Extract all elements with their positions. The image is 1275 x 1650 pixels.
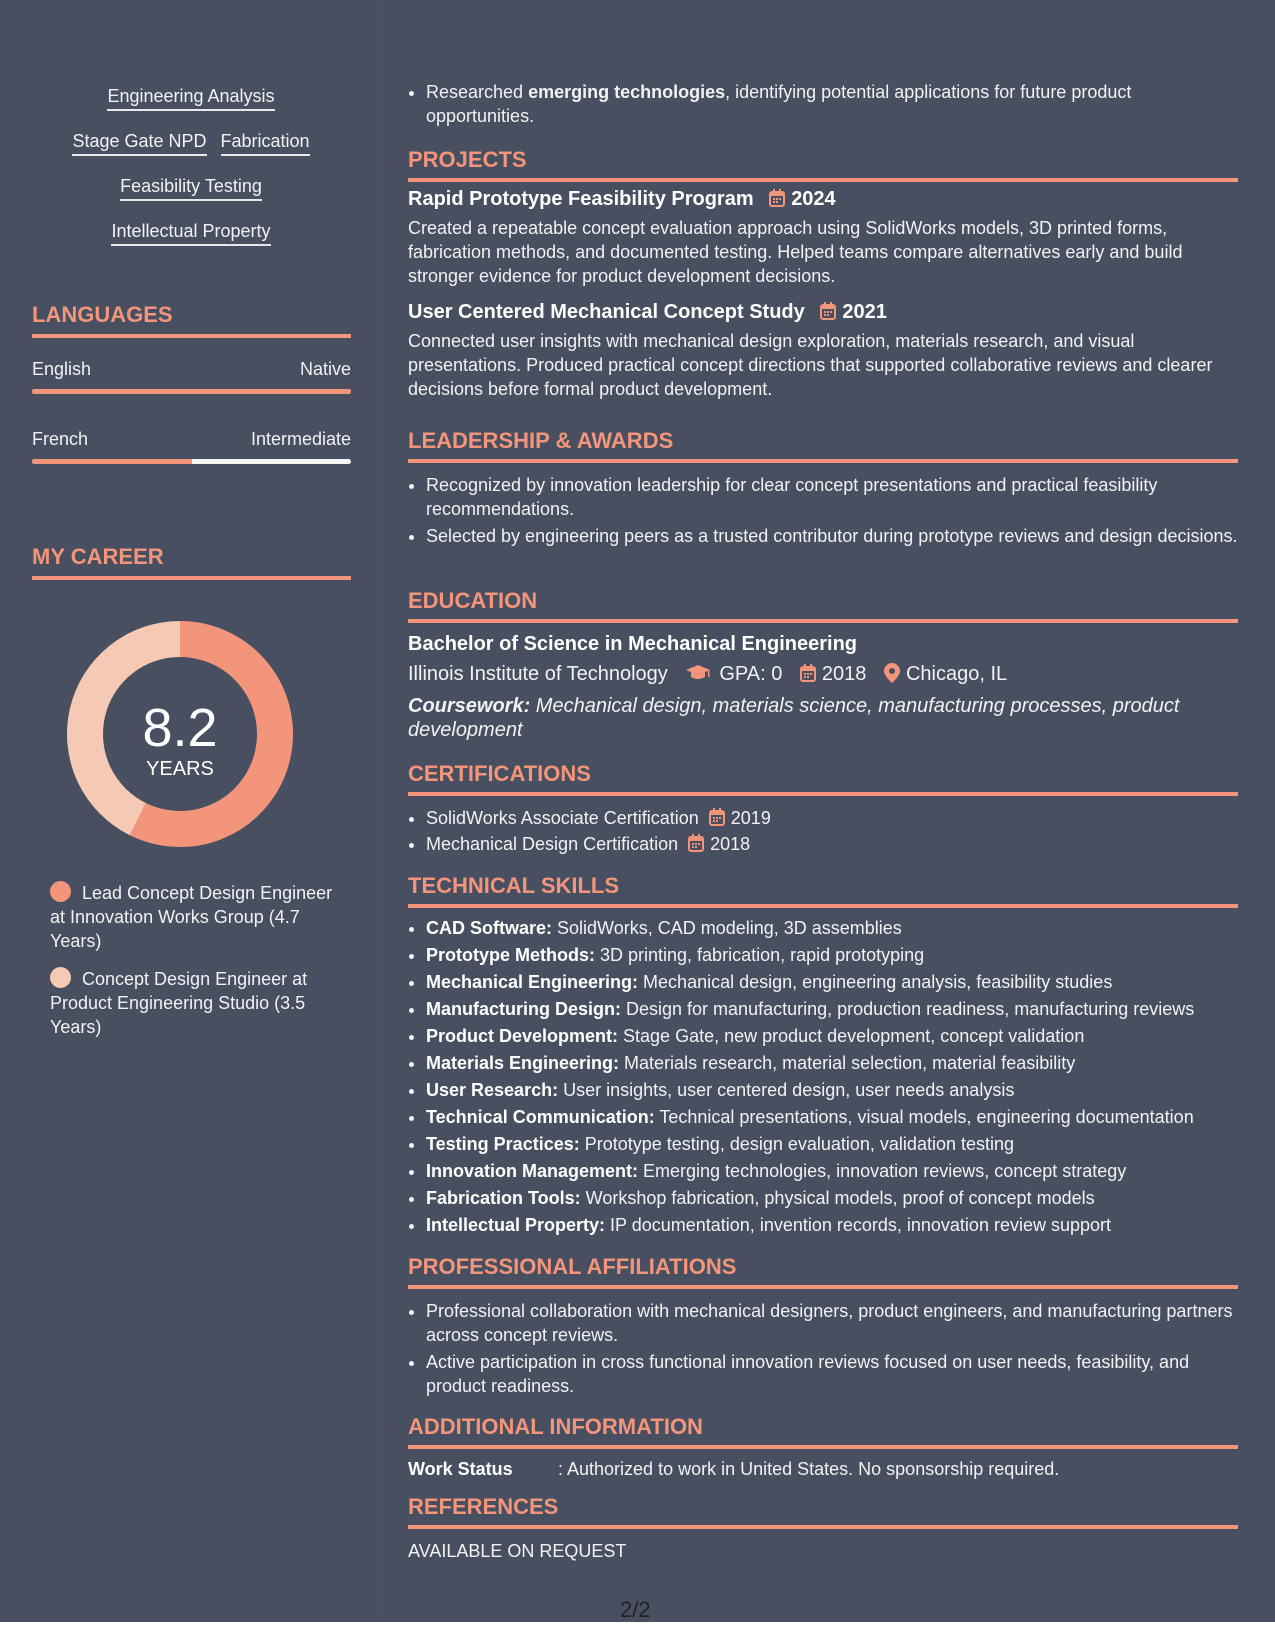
skills-heading: TECHNICAL SKILLS — [408, 873, 1238, 908]
calendar-icon — [800, 664, 816, 682]
career-legend-item — [50, 881, 340, 953]
leadership-heading: LEADERSHIP & AWARDS — [408, 428, 1238, 463]
calendar-icon — [709, 808, 725, 826]
calendar-icon — [769, 189, 785, 207]
skill-item: • Materials Engineering: Materials research, material selection, material feasibility — [426, 1051, 1238, 1075]
skills-section — [408, 873, 1238, 1240]
language-level: Intermediate — [250, 429, 351, 449]
work-status-label: Work Status — [408, 1459, 513, 1479]
projects-section — [408, 147, 1238, 401]
projects-heading: PROJECTS — [408, 147, 1238, 182]
skill-item: • Manufacturing Design: Design for manufacturing, production readiness, manufacturing reviews — [426, 997, 1238, 1021]
skill-tag: Stage Gate NPD — [72, 131, 206, 156]
career-legend-text: Concept Design Engineer at Product Engineering Studio (3.5 Years) — [50, 969, 308, 1037]
leadership-bullet: • Selected by engineering peers as a trusted contributor during prototype reviews and design decisions. — [426, 524, 1238, 548]
leadership-bullet: • Recognized by innovation leadership for clear concept presentations and practical feasibility recommendations. — [426, 473, 1238, 521]
project-description: Created a repeatable concept evaluation approach using SolidWorks models, 3D printed forms, fabrication methods, and documented testing. Helped teams compare alternatives early and build stronger evidence for product development decisions. — [408, 218, 1183, 286]
career-legend-item — [50, 967, 340, 1039]
skill-tag-row — [32, 221, 350, 246]
references-text: AVAILABLE ON REQUEST — [408, 1541, 627, 1561]
affiliations-section — [408, 1254, 1238, 1401]
career-donut-chart — [62, 616, 298, 852]
career-total-value: 8.2 — [142, 698, 218, 758]
career-heading: MY CAREER — [32, 544, 351, 580]
calendar-icon — [820, 302, 836, 320]
affiliation-bullet: • Active participation in cross functional innovation reviews focused on user needs, feasibility, and product readiness. — [426, 1350, 1238, 1398]
graduation-cap-icon — [685, 664, 711, 682]
legend-dot-icon — [50, 967, 71, 988]
skill-tag: Intellectual Property — [111, 221, 270, 246]
project-title-row — [408, 188, 1238, 211]
skill-item: • Product Development: Stage Gate, new product development, concept validation — [426, 1024, 1238, 1048]
location-pin-icon — [884, 663, 900, 683]
leadership-section — [408, 428, 1238, 551]
career-legend-text: Lead Concept Design Engineer at Innovation Works Group (4.7 Years) — [50, 883, 333, 951]
language-level: Native — [299, 359, 351, 379]
skill-tag-row — [32, 86, 350, 111]
references-section — [408, 1494, 1238, 1562]
coursework: Coursework: Mechanical design, materials science, manufacturing processes, product development — [408, 695, 1180, 741]
language-proficiency-fill — [32, 389, 351, 394]
career-total-unit: YEARS — [146, 758, 214, 780]
language-name: French — [32, 429, 89, 449]
skill-item: • User Research: User insights, user centered design, user needs analysis — [426, 1078, 1238, 1102]
skill-tag-row — [32, 131, 350, 156]
experience-bullet: • Researched emerging technologies, identifying potential applications for future product opportunities. — [426, 80, 1238, 128]
education-meta — [408, 663, 1238, 686]
skill-tag: Fabrication — [221, 131, 310, 156]
skill-item: • Innovation Management: Emerging technologies, innovation reviews, concept strategy — [426, 1159, 1238, 1183]
school-location: Chicago, IL — [884, 663, 1007, 685]
school-name: Illinois Institute of Technology — [408, 663, 668, 685]
project-date: 2021 — [820, 301, 887, 323]
language-proficiency-bar — [32, 389, 351, 394]
education-section — [408, 588, 1238, 742]
skill-item: • Prototype Methods: 3D printing, fabrication, rapid prototyping — [426, 943, 1238, 967]
additional-info-section — [408, 1414, 1238, 1480]
language-row — [32, 359, 351, 380]
skill-tag-row — [32, 176, 350, 201]
additional-info-heading: ADDITIONAL INFORMATION — [408, 1414, 1238, 1449]
calendar-icon — [688, 834, 704, 852]
skill-item: • CAD Software: SolidWorks, CAD modeling, 3D assemblies — [426, 916, 1238, 940]
degree-title: Bachelor of Science in Mechanical Engineering — [408, 633, 858, 655]
graduation-year: 2018 — [800, 663, 867, 685]
certification-item: • SolidWorks Associate Certification 2019 — [426, 806, 1238, 830]
skill-item: • Mechanical Engineering: Mechanical design, engineering analysis, feasibility studies — [426, 970, 1238, 994]
sidebar — [0, 0, 382, 1622]
languages-heading: LANGUAGES — [32, 302, 351, 338]
references-heading: REFERENCES — [408, 1494, 1238, 1529]
work-status-value: : Authorized to work in United States. No sponsorship required. — [558, 1459, 1060, 1479]
gpa: GPA: 0 — [685, 663, 782, 685]
skill-tag: Feasibility Testing — [120, 176, 262, 201]
project-description: Connected user insights with mechanical design exploration, materials research, and visual presentations. Produced practical concept directions that supported collaborative reviews and clearer decisions before formal product development. — [408, 331, 1213, 399]
work-status-row — [408, 1459, 1238, 1480]
certification-item: • Mechanical Design Certification 2018 — [426, 832, 1238, 856]
skill-item: • Technical Communication: Technical presentations, visual models, engineering documentation — [426, 1105, 1238, 1129]
page-number: 2/2 — [620, 1597, 651, 1622]
project-title: Rapid Prototype Feasibility Program — [408, 188, 754, 210]
certifications-heading: CERTIFICATIONS — [408, 761, 1238, 796]
experience-continued — [408, 80, 1238, 131]
language-row — [32, 429, 351, 450]
affiliations-heading: PROFESSIONAL AFFILIATIONS — [408, 1254, 1238, 1289]
language-proficiency-bar — [32, 459, 351, 464]
project-title: User Centered Mechanical Concept Study — [408, 301, 805, 323]
education-heading: EDUCATION — [408, 588, 1238, 623]
legend-dot-icon — [50, 881, 71, 902]
skill-item: • Intellectual Property: IP documentation, invention records, innovation review support — [426, 1213, 1238, 1237]
skill-tag: Engineering Analysis — [107, 86, 274, 111]
language-proficiency-fill — [32, 459, 192, 464]
language-name: English — [32, 359, 92, 379]
project-title-row — [408, 301, 1238, 324]
certifications-section — [408, 761, 1238, 859]
skill-item: • Testing Practices: Prototype testing, design evaluation, validation testing — [426, 1132, 1238, 1156]
affiliation-bullet: • Professional collaboration with mechanical designers, product engineers, and manufacturing partners across concept reviews. — [426, 1299, 1238, 1347]
skill-item: • Fabrication Tools: Workshop fabrication, physical models, proof of concept models — [426, 1186, 1238, 1210]
project-date: 2024 — [769, 188, 836, 210]
